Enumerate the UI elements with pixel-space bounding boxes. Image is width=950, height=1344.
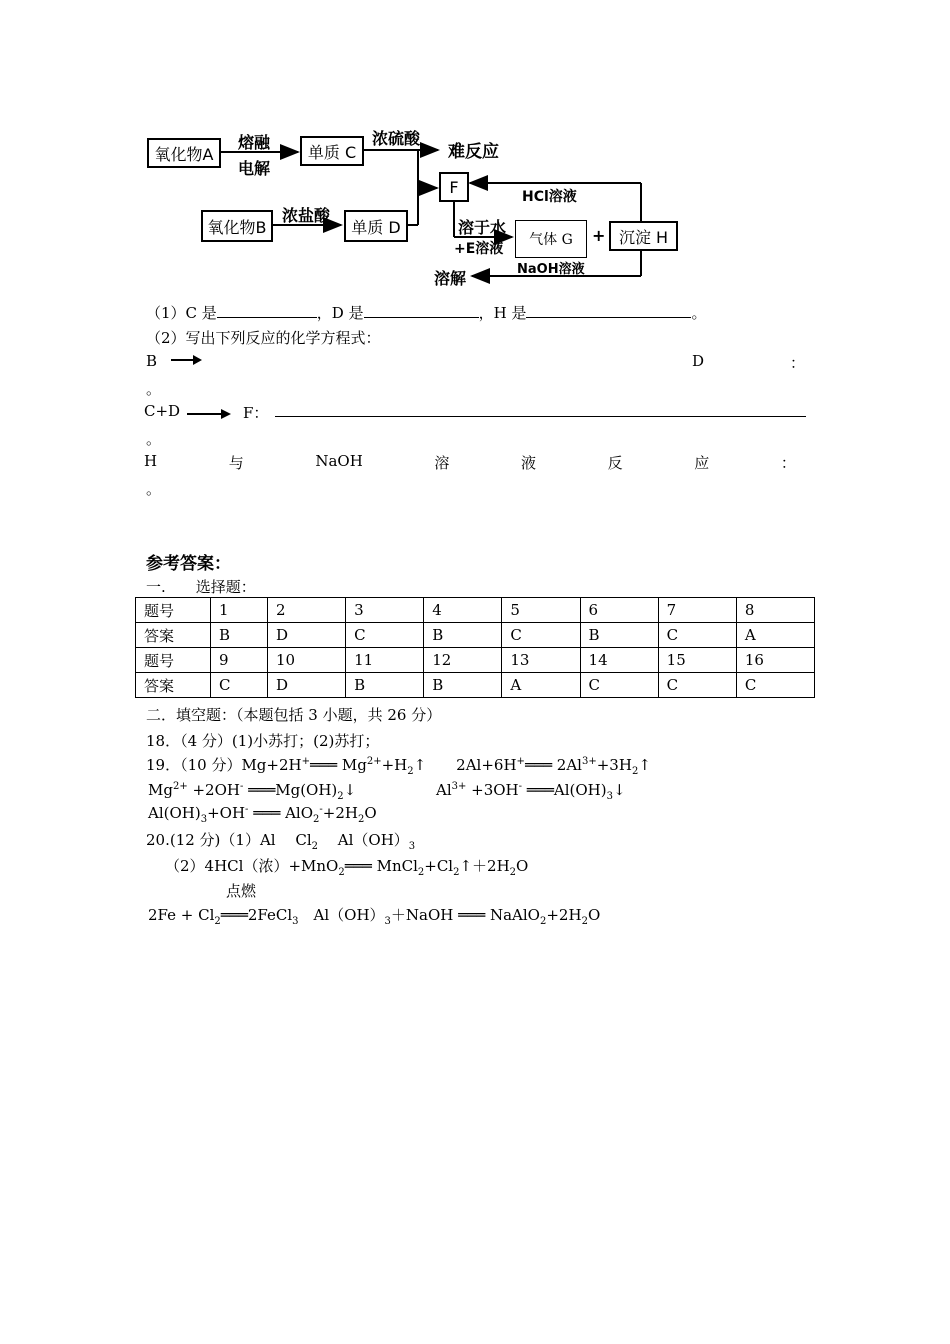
period: 。 xyxy=(146,380,162,398)
element-d-box: 单质 D xyxy=(344,210,408,242)
answer-18: 18．（4 分）(1)小苏打；(2)苏打； xyxy=(146,732,380,750)
answer-blank-d xyxy=(364,303,479,318)
plus-sign: + xyxy=(592,226,606,245)
f-box: F xyxy=(439,172,469,202)
oxide-b-box: 氧化物B xyxy=(201,210,273,242)
period: 。 xyxy=(146,430,162,448)
question-2: （2）写出下列反应的化学方程式： xyxy=(146,329,381,347)
section-1-title: 一. 选择题： xyxy=(146,578,256,596)
e-solution-label: +E溶液 xyxy=(454,241,504,257)
hard-to-react-label: 难反应 xyxy=(448,142,499,162)
hcl-solution-label: HCl溶液 xyxy=(522,189,577,205)
colon: ： xyxy=(790,354,806,372)
conc-hcl-label: 浓盐酸 xyxy=(282,206,331,225)
h-naoh-question: H 与 NaOH 溶 液 反 应 ： xyxy=(144,452,796,472)
table-row: 答案 C D B B A C C C xyxy=(136,673,815,698)
oxide-a-box: 氧化物A xyxy=(147,138,221,168)
answer-blank-h xyxy=(526,303,691,318)
electrolysis-label: 电解 xyxy=(238,159,271,178)
table-row: 答案 B D C B C B C A xyxy=(136,623,815,648)
answer-19-line-2: $Mg^{2+} +2OH^-$ $═══Mg(OH)_2↓$ $Al^{3+} +3OH^-$ $═══Al(OH)_3↓$ xyxy=(148,781,626,802)
ignite-condition: 点燃 xyxy=(226,882,257,900)
melt-label: 熔融 xyxy=(238,133,271,152)
answer-20-line-3: $2Fe + Cl_2═══2FeCl_3$ $Al(OH)_3+NaOH$ ═══ $NaAlO_2+2H_2O$ xyxy=(148,906,601,927)
cd-label: C+D xyxy=(144,402,181,420)
gas-g-box: 气体 G xyxy=(515,220,587,258)
f-label: F： xyxy=(243,404,269,422)
answer-20-line-2: （2）4HCl（浓）+MnO$_2$═══ $MnCl_2+Cl_2↑+2H_2O$ xyxy=(165,857,529,878)
precipitate-h-box: 沉淀 H xyxy=(609,221,678,251)
b-label: B xyxy=(146,352,158,370)
naoh-solution-label: NaOH溶液 xyxy=(517,262,585,277)
answer-19-line-3: $Al(OH)_3+OH^-$ ═══ $AlO_2^-+2H_2O$ xyxy=(148,804,377,825)
section-2-title: 二．填空题：（本题包括 3 小题，共 26 分） xyxy=(146,706,442,724)
element-c-box: 单质 C xyxy=(300,136,364,166)
answer-19-line-1: 19．（10 分）Mg+2H+═══ $Mg^{2+}+H_2↑$ 2Al+6H+═══ $2Al^{3+}+3H_2↑$ xyxy=(146,756,651,777)
answer-blank-cd xyxy=(275,416,806,417)
answer-table xyxy=(135,597,815,698)
answer-blank-c xyxy=(217,303,317,318)
answer-20-line-1: 20.(12 分)（1）Al $Cl_2$ $Al(OH)_3$ xyxy=(146,831,416,852)
dissolve-water-label: 溶于水 xyxy=(458,218,507,237)
conc-h2so4-label: 浓硫酸 xyxy=(372,129,421,148)
question-1: （1）C 是 ，D 是 ，H 是 。 xyxy=(146,304,707,322)
answers-heading: 参考答案： xyxy=(146,554,231,574)
table-row: 题号 1 2 3 4 5 6 7 8 xyxy=(136,598,815,623)
arrow-icon xyxy=(187,408,232,420)
arrow-icon xyxy=(171,354,203,366)
d-label: D xyxy=(692,352,705,370)
dissolves-label: 溶解 xyxy=(434,269,467,288)
period: 。 xyxy=(146,480,162,498)
table-row: 题号 9 10 11 12 13 14 15 16 xyxy=(136,648,815,673)
